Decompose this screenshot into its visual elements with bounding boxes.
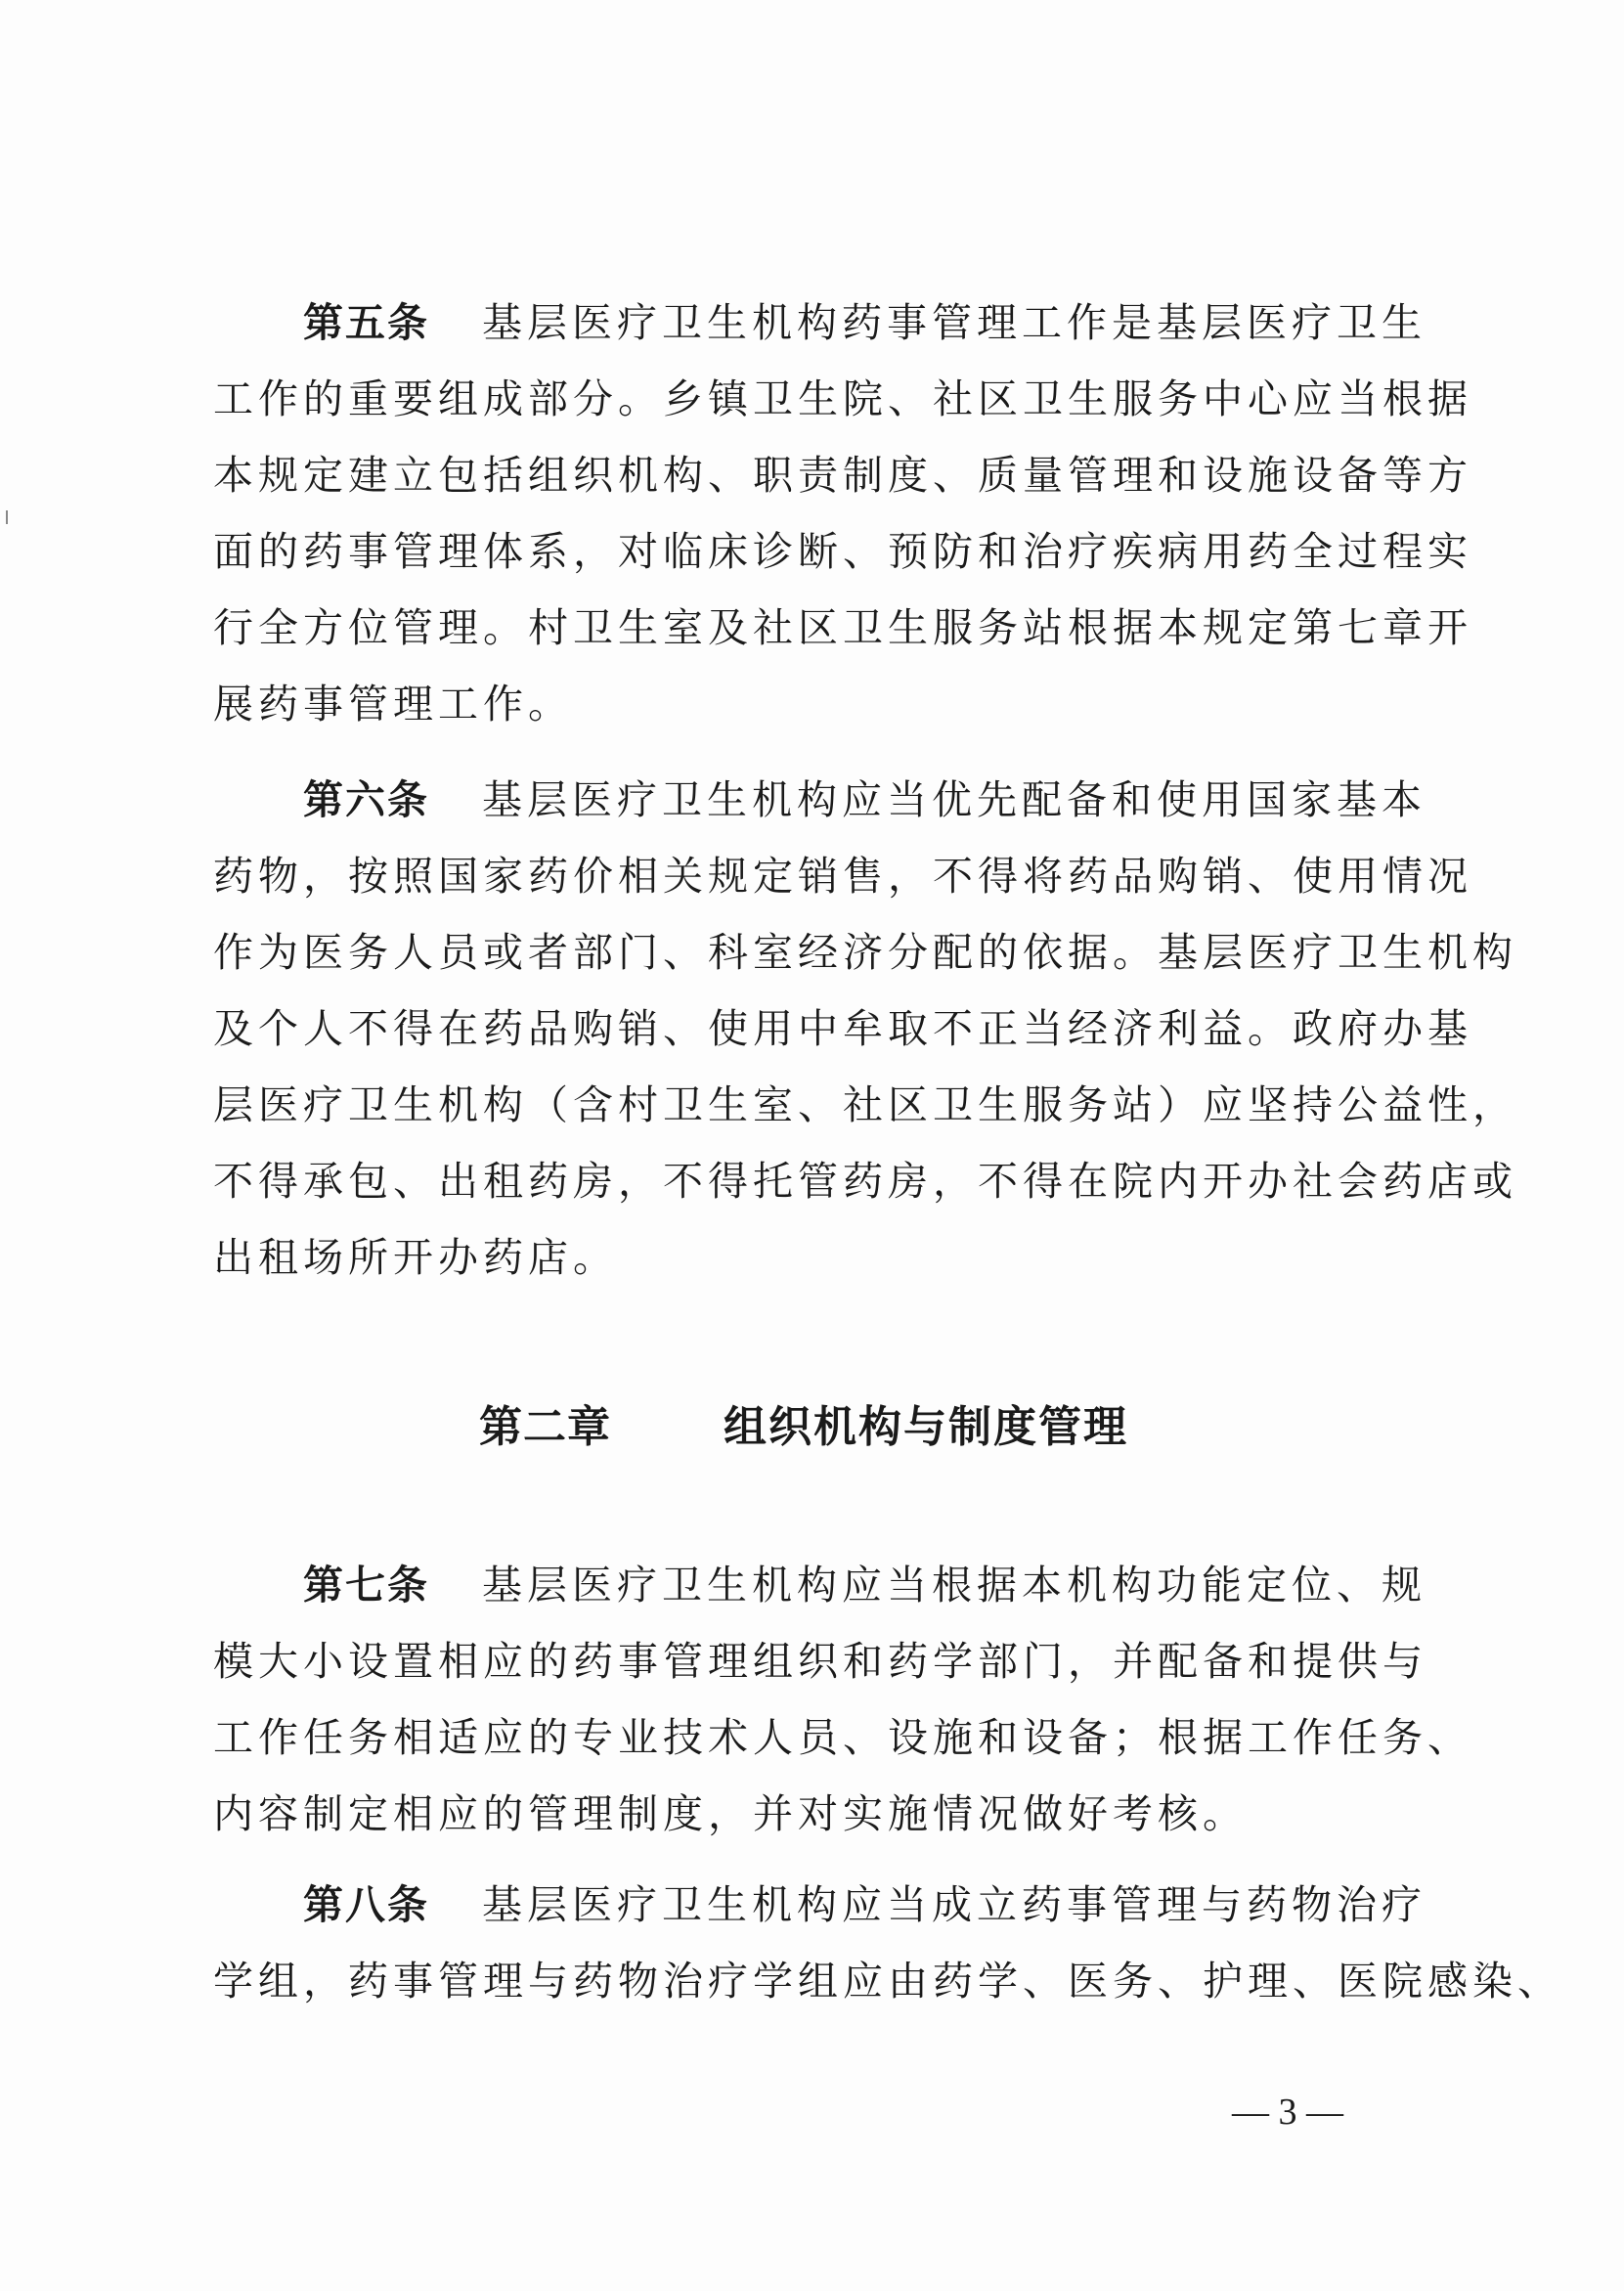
article-7-text-line-2: 模大小设置相应的药事管理组织和药学部门，并配备和提供与 — [213, 1638, 1427, 1685]
page-number: — 3 — — [1232, 2092, 1343, 2133]
article-8-label: 第八条 — [303, 1881, 429, 1928]
article-5-text-line-2: 工作的重要组成部分。乡镇卫生院、社区卫生服务中心应当根据 — [213, 375, 1472, 422]
article-5-text-line-3: 本规定建立包括组织机构、职责制度、质量管理和设施设备等方 — [213, 452, 1472, 499]
chapter-heading — [0, 1398, 1624, 1457]
article-5-first-line — [303, 295, 1515, 350]
article-6-text-line-4: 及个人不得在药品购销、使用中牟取不正当经济利益。政府办基 — [213, 1005, 1472, 1052]
article-5-text-line-4: 面的药事管理体系，对临床诊断、预防和治疗疾病用药全过程实 — [213, 528, 1472, 575]
article-7-text-line-1: 基层医疗卫生机构应当根据本机构功能定位、规 — [482, 1562, 1426, 1608]
article-6-first-line — [303, 772, 1515, 827]
article-5-text-line-1: 基层医疗卫生机构药事管理工作是基层医疗卫生 — [482, 299, 1426, 346]
article-6-text-line-3: 作为医务人员或者部门、科室经济分配的依据。基层医疗卫生机构 — [213, 929, 1517, 976]
chapter-title: 组织机构与制度管理 — [724, 1402, 1128, 1452]
article-6-text-line-5: 层医疗卫生机构（含村卫生室、社区卫生服务站）应坚持公益性， — [213, 1081, 1517, 1128]
article-7-first-line — [303, 1558, 1515, 1612]
article-5-label: 第五条 — [303, 299, 429, 346]
article-8-text-line-1: 基层医疗卫生机构应当成立药事管理与药物治疗 — [482, 1881, 1426, 1928]
article-6-text-line-2: 药物，按照国家药价相关规定销售，不得将药品购销、使用情况 — [213, 853, 1472, 900]
article-6-text-line-7: 出租场所开办药店。 — [213, 1234, 618, 1281]
article-8-first-line — [303, 1877, 1515, 1932]
article-5-text-line-5: 行全方位管理。村卫生室及社区卫生服务站根据本规定第七章开 — [213, 604, 1472, 651]
article-6-text-line-1: 基层医疗卫生机构应当优先配备和使用国家基本 — [482, 776, 1426, 823]
article-6-text-line-6: 不得承包、出租药房，不得托管药房，不得在院内开办社会药店或 — [213, 1158, 1517, 1205]
chapter-number: 第二章 — [479, 1402, 611, 1452]
article-7-text-line-3: 工作任务相适应的专业技术人员、设施和设备；根据工作任务、 — [213, 1714, 1472, 1761]
article-7-label: 第七条 — [303, 1562, 429, 1608]
article-5-text-line-6: 展药事管理工作。 — [213, 681, 573, 727]
scan-edge-mark — [6, 510, 8, 524]
article-8-text-line-2: 学组，药事管理与药物治疗学组应由药学、医务、护理、医院感染、 — [213, 1958, 1562, 2005]
article-6-label: 第六条 — [303, 776, 429, 823]
article-7-text-line-4: 内容制定相应的管理制度，并对实施情况做好考核。 — [213, 1790, 1248, 1837]
